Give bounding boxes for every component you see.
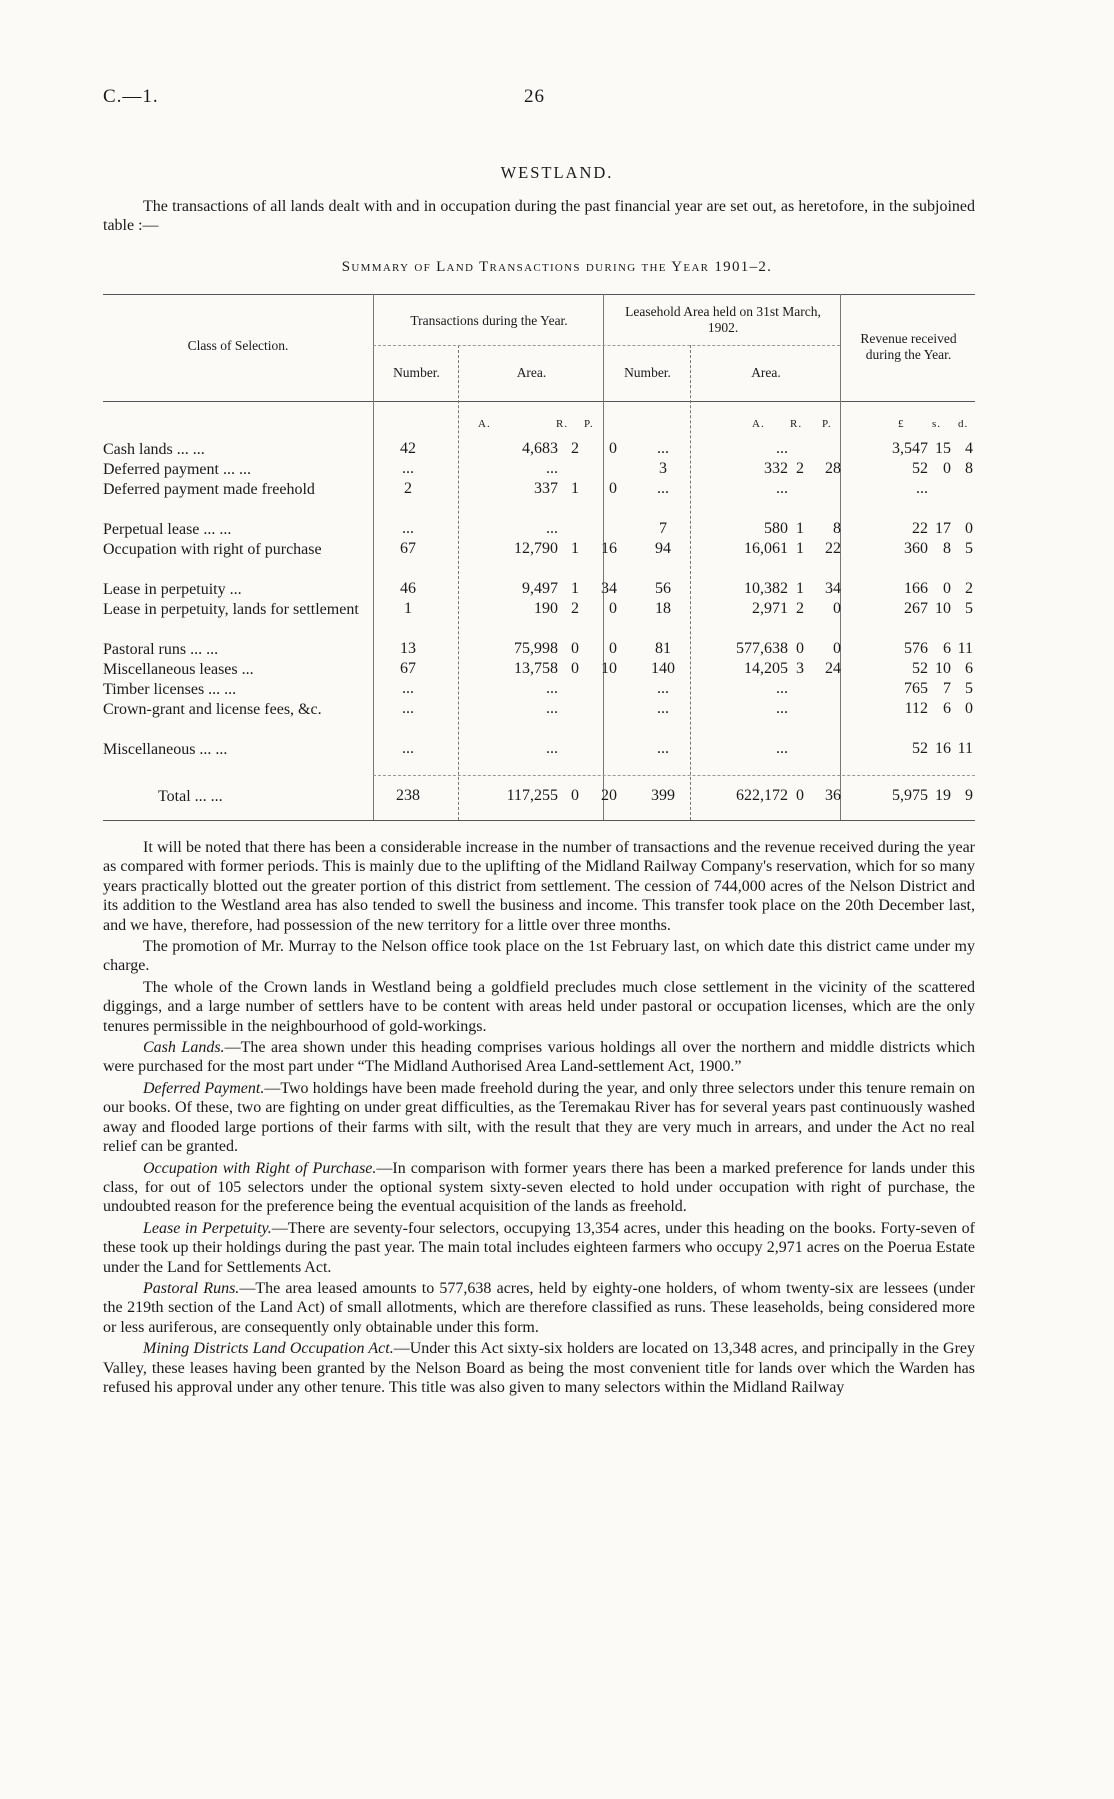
body-paragraph: [103, 1079, 975, 1157]
cell-s: 10: [935, 660, 951, 677]
body-paragraph: [103, 1159, 975, 1217]
table-top-rule: [103, 294, 975, 295]
header-class-of-selection: Class of Selection.: [187, 338, 289, 353]
cell-cls: Lease in perpetuity ...: [103, 581, 242, 598]
cell-p1: 0: [609, 640, 617, 657]
unit-perches-1: P.: [584, 418, 594, 430]
cell-l: 765: [904, 680, 928, 697]
paragraph-heading: Occupation with Right of Purchase.: [143, 1159, 377, 1177]
cell-s: 8: [943, 540, 951, 557]
cell-s: 6: [943, 700, 951, 717]
cell-r2: 1: [796, 540, 804, 557]
table-row: [103, 640, 975, 660]
cell-l: 166: [904, 580, 928, 597]
cell-r1: 1: [571, 580, 579, 597]
paragraph-text: It will be noted that there has been a considerable increase in the number of transactions and the revenue received during the year as compared with former periods. This is mainly due to the uplifting of the Midland Railway Company's reservation, which for so many years practically blotted out the greater portion of this district from settlement. The cession of 744,000 acres of the Nelson District and its addition to the Westland area has also tended to swell the business and income. This transfer took place on the 20th December last, and we have, therefore, had possession of the new territory for a little over three months.: [103, 839, 975, 934]
cell-p1: 34: [601, 580, 617, 597]
paragraph-text: —There are seventy-four selectors, occupying 13,354 acres, under this heading on the books. Forty-seven of these took up their holdings during the past year. The main total includes eighteen farmers who occupy 2,971 acres on the Poerua Estate under the Land for Settlements Act.: [103, 1219, 976, 1276]
cell-a2: ...: [776, 700, 788, 717]
cell-p1: 0: [609, 480, 617, 497]
group-header-rule: [373, 345, 840, 346]
header-transactions: Transactions during the Year.: [410, 313, 568, 328]
cell-l: 52: [912, 740, 928, 757]
cell-a1: 12,790: [514, 540, 558, 557]
cell-l: 267: [904, 600, 928, 617]
unit-roods-2: R.: [790, 418, 803, 430]
cell-a2: ...: [776, 680, 788, 697]
cell-a1: 190: [534, 600, 558, 617]
cell-n2: 140: [651, 660, 675, 677]
body-text: [103, 838, 975, 1399]
cell-d: 11: [957, 640, 973, 657]
cell-n2: 56: [655, 580, 671, 597]
cell-r1: 0: [571, 660, 579, 677]
cell-a2: 16,061: [744, 540, 788, 557]
cell-a1: 13,758: [514, 660, 558, 677]
unit-pounds: £: [898, 418, 905, 430]
table-row: [103, 480, 975, 500]
cell-d: 0: [965, 520, 973, 537]
cell-p2: 36: [825, 787, 841, 804]
cell-n1: ...: [402, 460, 414, 477]
cell-n1: ...: [402, 700, 414, 717]
cell-a1: 4,683: [522, 440, 558, 457]
cell-n1: ...: [402, 680, 414, 697]
cell-n1: 67: [400, 660, 416, 677]
cell-d: 9: [965, 787, 973, 804]
paragraph-text: —The area shown under this heading comprises various holdings all over the northern and middle districts which were purchased for the most part under “The Midland Authorised Area Land-settlement Act, 1900.”: [103, 1039, 975, 1076]
cell-d: 0: [965, 700, 973, 717]
cell-n2: ...: [657, 440, 669, 457]
paragraph-heading: Pastoral Runs.: [143, 1279, 240, 1297]
cell-l: ...: [916, 480, 928, 497]
cell-d: 5: [965, 600, 973, 617]
cell-n1: 2: [404, 480, 412, 497]
cell-p1: 10: [601, 660, 617, 677]
cell-s: 10: [935, 600, 951, 617]
cell-a2: 332: [764, 460, 788, 477]
cell-a1: ...: [546, 680, 558, 697]
cell-r2: 2: [796, 600, 804, 617]
cell-l: 576: [904, 640, 928, 657]
cell-n1: 238: [396, 787, 420, 804]
section-code: C.—1.: [103, 86, 159, 107]
page-title: WESTLAND.: [500, 163, 614, 182]
header-leasehold: Leasehold Area held on 31st March, 1902.: [625, 304, 821, 335]
table-total-row: [103, 787, 975, 807]
cell-s: 17: [935, 520, 951, 537]
cell-l: 360: [904, 540, 928, 557]
cell-p2: 24: [825, 660, 841, 677]
cell-cls: Deferred payment made freehold: [103, 481, 315, 498]
cell-r1: 0: [571, 640, 579, 657]
cell-n1: 13: [400, 640, 416, 657]
cell-d: 5: [965, 540, 973, 557]
cell-n1: 67: [400, 540, 416, 557]
cell-cls: Pastoral runs ... ...: [103, 641, 219, 658]
cell-n2: ...: [657, 740, 669, 757]
body-paragraph: [103, 838, 975, 935]
cell-r1: 2: [571, 600, 579, 617]
cell-p2: 8: [833, 520, 841, 537]
table-row: [103, 680, 975, 700]
cell-a2: ...: [776, 740, 788, 757]
cell-s: 6: [943, 640, 951, 657]
paragraph-heading: Mining Districts Land Occupation Act.: [143, 1340, 394, 1358]
intro-paragraph: The transactions of all lands dealt with and in occupation during the past financial year are set out, as heretofore, in the subjoined table :—: [103, 198, 975, 234]
cell-r2: 1: [796, 580, 804, 597]
header-number-2: Number.: [624, 365, 671, 380]
paragraph-text: —Two holdings have been made freehold during the year, and only three selectors under this tenure remain on our books. Of these, two are fighting on under great difficulties, as the Teremakau River has for several years past continuously washed away and flooded large portions of their farms with silt, with the result that they are very much in arrears, and under the Act no real relief can be granted.: [103, 1079, 976, 1156]
cell-a2: 577,638: [736, 640, 788, 657]
paragraph-text: The whole of the Crown lands in Westland being a goldfield precludes much close settlement in the vicinity of the scattered diggings, and a large number of settlers have to be content with areas held under pastoral or occupation licenses, which are the only tenures permissible in the neighbourhood of gold-workings.: [103, 978, 975, 1035]
cell-d: 4: [965, 440, 973, 457]
cell-p2: 28: [825, 460, 841, 477]
cell-l: 112: [904, 700, 928, 717]
cell-a2: ...: [776, 440, 788, 457]
cell-s: 0: [943, 580, 951, 597]
body-paragraph: [103, 937, 975, 976]
cell-s: 15: [935, 440, 951, 457]
paragraph-heading: Cash Lands.: [143, 1039, 225, 1057]
cell-p2: 0: [833, 640, 841, 657]
cell-cls: Miscellaneous ... ...: [103, 741, 228, 758]
body-paragraph: [103, 1038, 975, 1077]
header-revenue: Revenue received during the Year.: [860, 331, 957, 362]
page-number: 26: [524, 86, 545, 107]
paragraph-heading: Deferred Payment.: [143, 1079, 265, 1097]
cell-a2: 10,382: [744, 580, 788, 597]
table-bottom-rule: [103, 820, 975, 821]
body-paragraph: [103, 978, 975, 1036]
body-paragraph: [103, 1279, 975, 1337]
cell-a1: 337: [534, 480, 558, 497]
cell-s: 7: [943, 680, 951, 697]
cell-cls: Deferred payment ... ...: [103, 461, 251, 478]
unit-acres-2: A.: [752, 418, 765, 430]
table-row: [103, 460, 975, 480]
cell-n2: 3: [659, 460, 667, 477]
cell-n2: 399: [651, 787, 675, 804]
unit-acres-1: A.: [478, 418, 491, 430]
cell-n2: 18: [655, 600, 671, 617]
cell-d: 2: [965, 580, 973, 597]
cell-p1: 0: [609, 600, 617, 617]
cell-a1: ...: [546, 460, 558, 477]
cell-a2: 622,172: [736, 787, 788, 804]
paragraph-text: —The area leased amounts to 577,638 acres, held by eighty-one holders, of whom twenty-six are lessees (under the 219th section of the Land Act) of small allotments, which are therefore classified as runs. These leaseholds, being considered more or less auriferous, are consequently only obtainable under this form.: [103, 1279, 975, 1336]
table-header-rule: [103, 401, 975, 402]
cell-n1: 42: [400, 440, 416, 457]
header-area-1: Area.: [516, 365, 547, 380]
cell-cls: Total ... ...: [158, 788, 223, 805]
table-row: [103, 440, 975, 460]
cell-a2: ...: [776, 480, 788, 497]
cell-cls: Cash lands ... ...: [103, 441, 205, 458]
cell-d: 6: [965, 660, 973, 677]
cell-a1: ...: [546, 520, 558, 537]
table-title: Summary of Land Transactions during the Year 1901–2.: [341, 259, 773, 275]
cell-d: 5: [965, 680, 973, 697]
paragraph-text: —In comparison with former years there has been a marked preference for lands under this class, for out of 105 selectors under the optional system sixty-seven elected to hold under occupation with right of purchase, the undoubted reason for the preference being the eventual acquisition of the lands as freehold.: [103, 1159, 976, 1216]
cell-cls: Perpetual lease ... ...: [103, 521, 232, 538]
cell-n1: ...: [402, 520, 414, 537]
table-row: [103, 580, 975, 600]
cell-r1: 1: [571, 480, 579, 497]
paragraph-heading: Lease in Perpetuity.: [143, 1219, 272, 1237]
cell-r2: 2: [796, 460, 804, 477]
cell-cls: Lease in perpetuity, lands for settlement: [103, 601, 359, 618]
cell-n1: ...: [402, 740, 414, 757]
cell-s: 19: [935, 787, 951, 804]
unit-perches-2: P.: [822, 418, 832, 430]
table-row: [103, 700, 975, 720]
cell-a2: 580: [764, 520, 788, 537]
cell-cls: Occupation with right of purchase: [103, 541, 322, 558]
cell-r2: 1: [796, 520, 804, 537]
cell-a1: ...: [546, 700, 558, 717]
cell-r1: 0: [571, 787, 579, 804]
cell-n1: 1: [404, 600, 412, 617]
cell-d: 11: [957, 740, 973, 757]
cell-a1: ...: [546, 740, 558, 757]
table-row: [103, 540, 975, 560]
cell-n2: ...: [657, 700, 669, 717]
cell-p1: 0: [609, 440, 617, 457]
header-number-1: Number.: [393, 365, 440, 380]
cell-n2: 94: [655, 540, 671, 557]
body-paragraph: [103, 1219, 975, 1277]
body-paragraph: [103, 1339, 975, 1397]
cell-n1: 46: [400, 580, 416, 597]
cell-cls: Miscellaneous leases ...: [103, 661, 254, 678]
table-row: [103, 600, 975, 620]
cell-n2: ...: [657, 480, 669, 497]
cell-r2: 3: [796, 660, 804, 677]
paragraph-text: The promotion of Mr. Murray to the Nelson office took place on the 1st February last, on which date this district came under my charge.: [103, 938, 975, 975]
cell-l: 52: [912, 660, 928, 677]
cell-p1: 20: [601, 787, 617, 804]
cell-cls: Timber licenses ... ...: [103, 681, 237, 698]
paragraph-text: —Under this Act sixty-six holders are located on 13,348 acres, and principally in the Grey Valley, these leases having been granted by the Nelson Board as being the most convenient title for lands over which the Warden has refused his approval under any other tenure. This title was also given to many selectors within the Midland Railway: [103, 1340, 976, 1396]
cell-r2: 0: [796, 640, 804, 657]
cell-n2: 81: [655, 640, 671, 657]
cell-r1: 1: [571, 540, 579, 557]
cell-a2: 2,971: [752, 600, 788, 617]
table-row: [103, 520, 975, 540]
table-row: [103, 740, 975, 760]
cell-n2: ...: [657, 680, 669, 697]
cell-r2: 0: [796, 787, 804, 804]
cell-s: 0: [943, 460, 951, 477]
cell-s: 16: [935, 740, 951, 757]
cell-p2: 34: [825, 580, 841, 597]
cell-a1: 75,998: [514, 640, 558, 657]
cell-l: 5,975: [892, 787, 928, 804]
cell-a2: 14,205: [744, 660, 788, 677]
cell-d: 8: [965, 460, 973, 477]
cell-n2: 7: [659, 520, 667, 537]
cell-a1: 117,255: [506, 787, 558, 804]
cell-cls: Crown-grant and license fees, &c.: [103, 701, 322, 718]
unit-shillings: s.: [932, 418, 942, 430]
unit-roods-1: R.: [556, 418, 569, 430]
total-rule: [373, 775, 975, 776]
cell-r1: 2: [571, 440, 579, 457]
cell-l: 52: [912, 460, 928, 477]
cell-p2: 22: [825, 540, 841, 557]
unit-pence: d.: [958, 418, 969, 430]
cell-p2: 0: [833, 600, 841, 617]
cell-p1: 16: [601, 540, 617, 557]
cell-l: 3,547: [892, 440, 928, 457]
header-area-2: Area.: [751, 365, 781, 380]
cell-a1: 9,497: [522, 580, 558, 597]
cell-l: 22: [912, 520, 928, 537]
table-row: [103, 660, 975, 680]
